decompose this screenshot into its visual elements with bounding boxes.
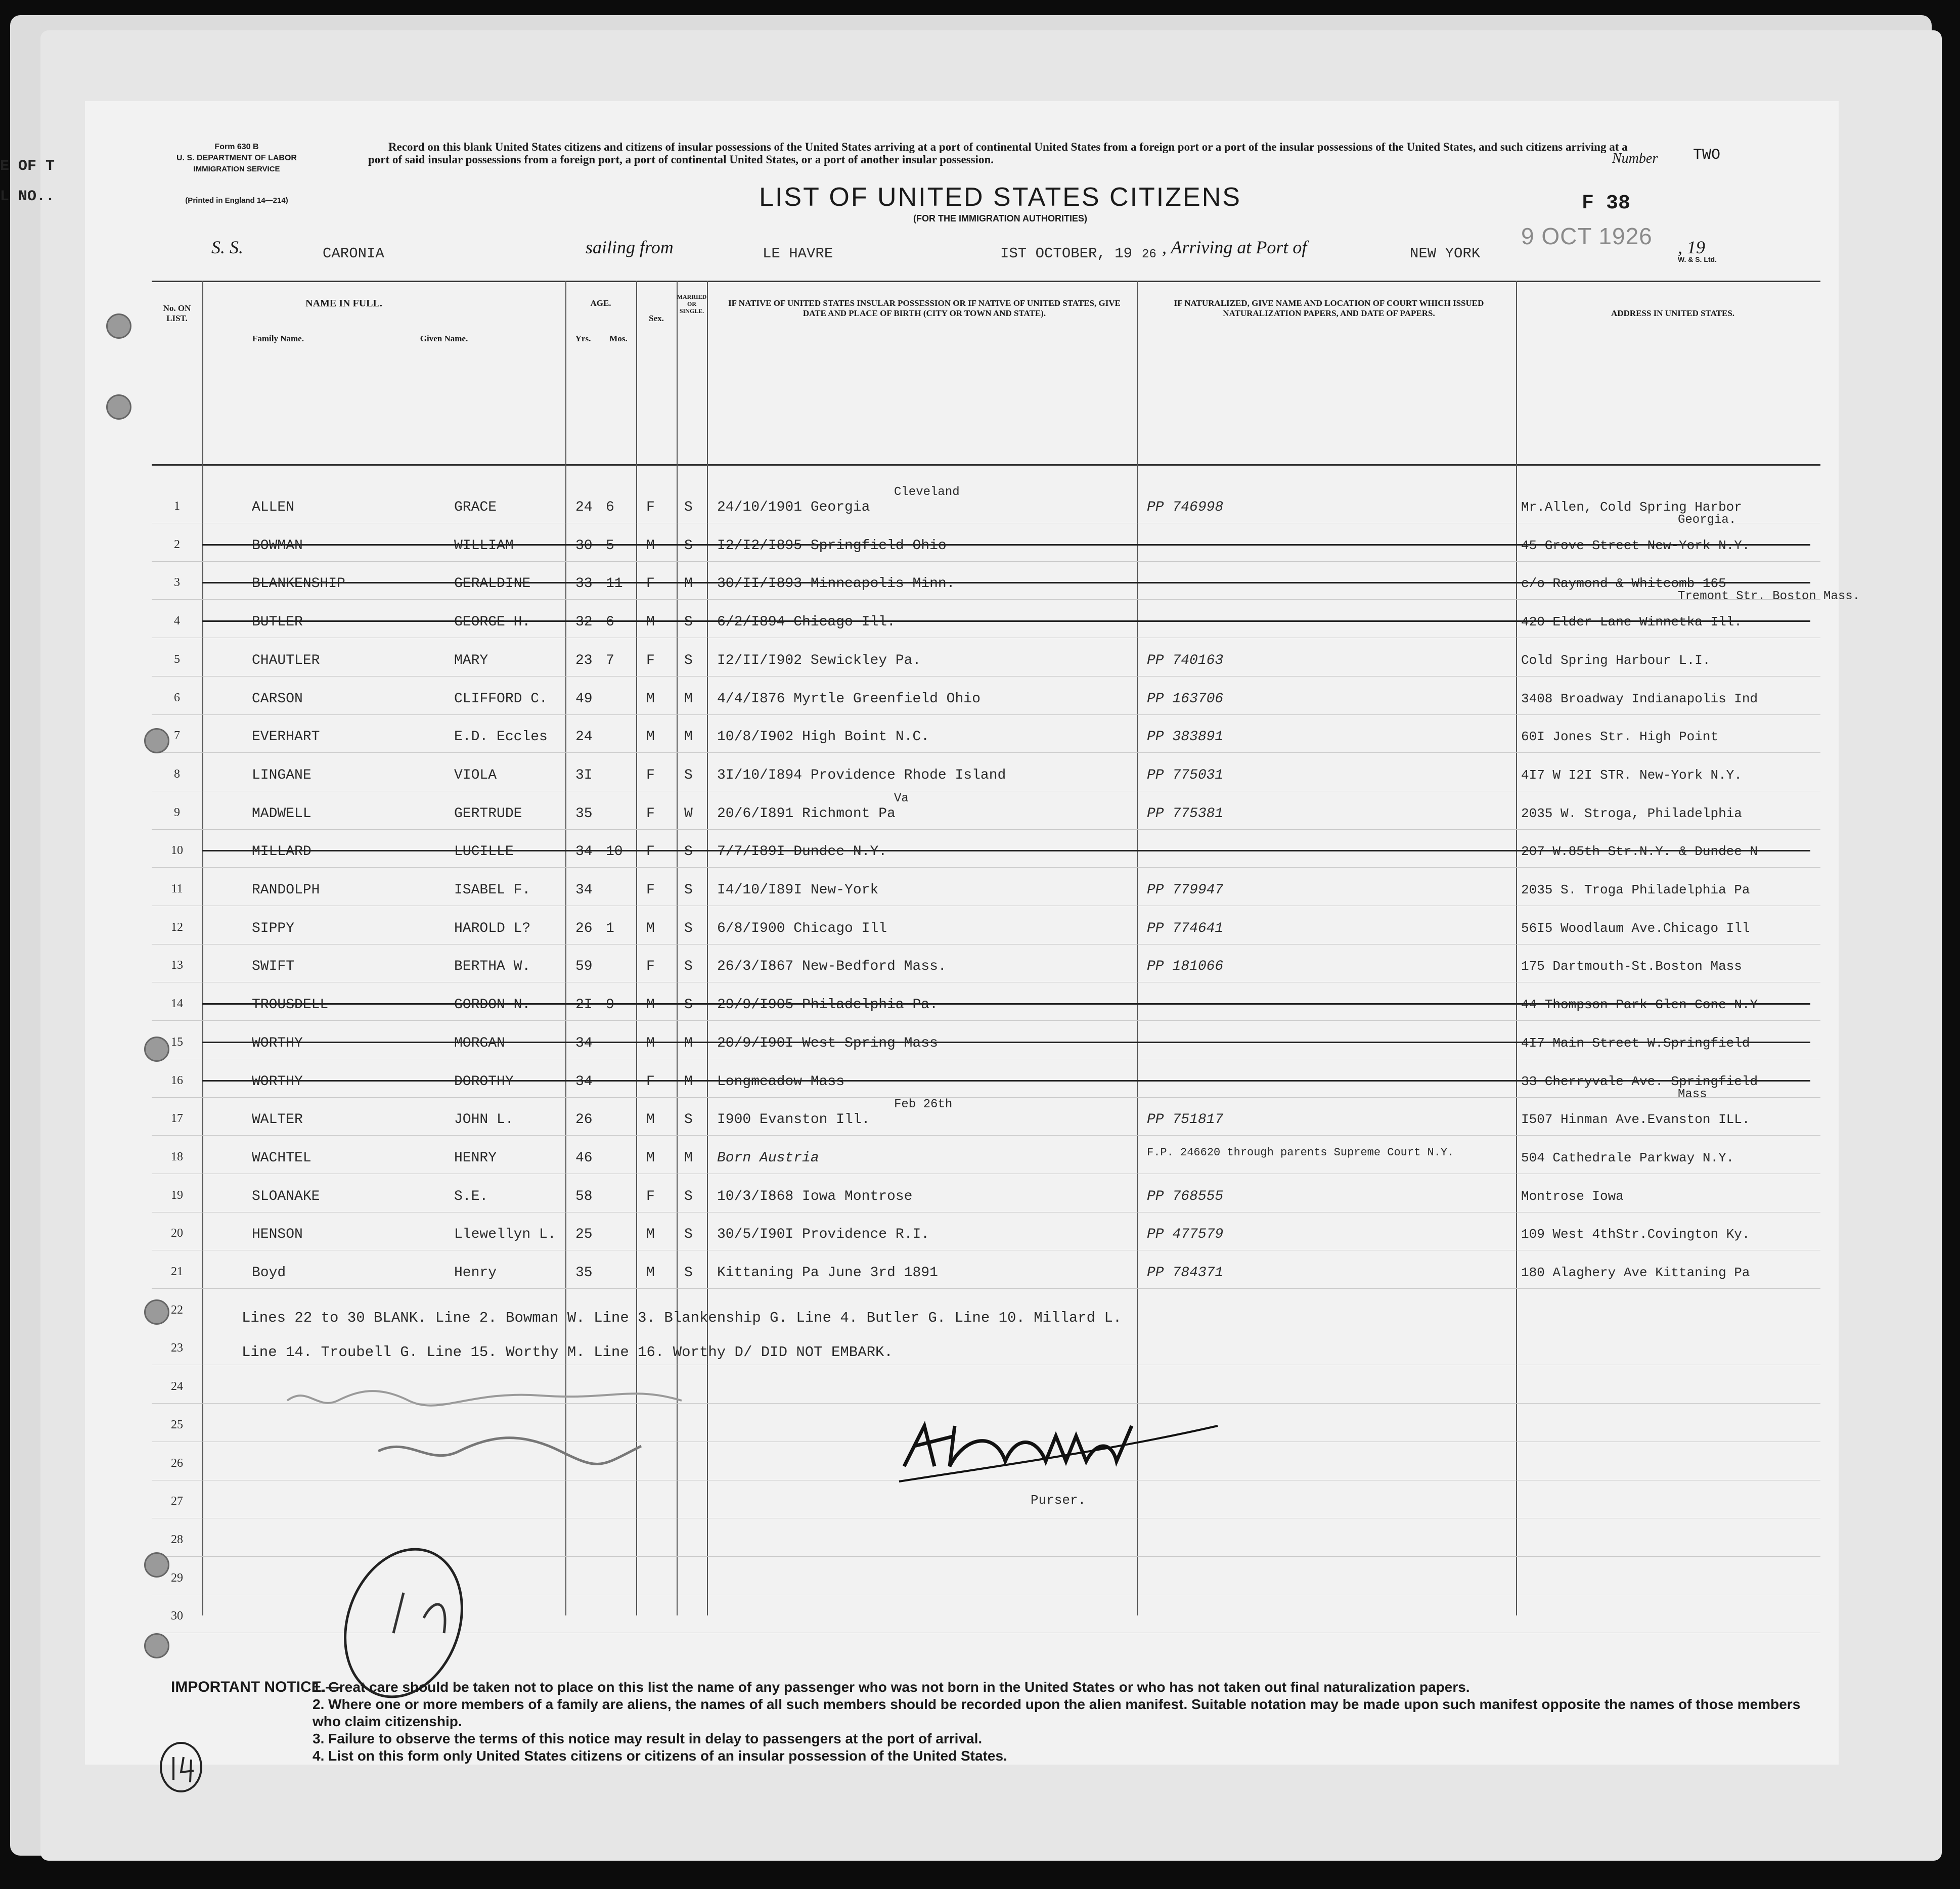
number-value: TWO	[1693, 147, 1721, 164]
cell-family: SLOANAKE	[252, 1188, 320, 1204]
header-age: AGE.	[590, 298, 611, 308]
cell-family: WACHTEL	[252, 1150, 311, 1166]
cell-sex: M	[646, 920, 655, 936]
ss-label: S. S.	[211, 237, 243, 257]
binding-hole	[144, 1299, 169, 1325]
cell-address: 504 Cathedrale Parkway N.Y.	[1521, 1150, 1734, 1165]
binding-hole	[144, 728, 169, 753]
binding-hole	[106, 394, 131, 420]
arrival-year: , 19	[1678, 237, 1705, 257]
row-number: 21	[171, 1265, 183, 1278]
cell-birth: 7/7/I89I Dundee N.Y.	[717, 844, 887, 860]
service: IMMIGRATION SERVICE	[193, 165, 280, 173]
cell-address: 45 Grove Street New-York N.Y.	[1521, 537, 1750, 553]
arrival-port: NEW YORK	[1410, 245, 1481, 262]
binding-hole	[144, 1552, 169, 1578]
row-number: 22	[171, 1303, 183, 1317]
row-number: 26	[171, 1456, 183, 1470]
departure-year: 26	[1142, 248, 1156, 261]
cell-sex: F	[646, 882, 655, 898]
strike-through-line	[202, 582, 1810, 583]
cell-sex: F	[646, 576, 655, 592]
cell-given: BERTHA W.	[454, 959, 531, 975]
cell-yrs: 34	[575, 882, 593, 898]
cell-ms: M	[684, 1035, 693, 1051]
row-number: 25	[171, 1418, 183, 1431]
cell-given: E.D. Eccles	[454, 729, 548, 745]
cell-nat: PP 163706	[1147, 691, 1224, 707]
row-number: 10	[171, 844, 183, 858]
cell-ms: S	[684, 997, 693, 1013]
cell-sex: M	[646, 729, 655, 745]
cell-yrs: 3I	[575, 767, 593, 783]
cell-sex: M	[646, 614, 655, 631]
cell-yrs: 58	[575, 1188, 593, 1204]
cell-nat: PP 181066	[1147, 959, 1224, 975]
cell-ms: S	[684, 1227, 693, 1243]
strike-through-line	[202, 850, 1810, 851]
row-number: 14	[171, 997, 183, 1011]
table-row	[152, 1175, 1820, 1212]
row-number: 24	[171, 1380, 183, 1393]
notice-item: 3. Failure to observe the terms of this notice may result in delay to passengers at the port of arrival.	[313, 1731, 983, 1746]
cell-address: 2035 W. Stroga, Philadelphia	[1521, 805, 1742, 821]
binding-hole	[106, 313, 131, 339]
header-yrs: Yrs.	[575, 334, 591, 343]
cell-birth: 10/3/I868 Iowa Montrose	[717, 1188, 913, 1204]
form-number: Form 630 B	[214, 143, 259, 151]
cell-mos: 11	[606, 576, 623, 592]
cell-birth: I4/10/I89I New-York	[717, 882, 879, 898]
page-title: LIST OF UNITED STATES CITIZENS	[759, 183, 1241, 212]
cell-family: LINGANE	[252, 767, 311, 783]
purser-signature	[894, 1406, 1299, 1507]
cell-ms: S	[684, 652, 693, 668]
manifest-page	[85, 101, 1860, 1765]
cell-yrs: 23	[575, 652, 593, 668]
cell-ms: S	[684, 614, 693, 631]
cell-address: 60I Jones Str. High Point	[1521, 729, 1719, 745]
cell-nat: PP 774641	[1147, 920, 1224, 936]
notice-item: 2. Where one or more members of a family are aliens, the names of all such members should be recorded upon the alien manifest. Suitable notation may be made upon such manifest opposite the names of those members who claim citizenship.	[313, 1696, 1801, 1729]
cell-family: BLANKENSHIP	[252, 576, 345, 592]
cell-yrs: 34	[575, 1073, 593, 1090]
cell-family: WALTER	[252, 1112, 303, 1128]
cell-family: TROUSDELL	[252, 997, 329, 1013]
cell-birth-note: Cleveland	[894, 485, 960, 499]
cell-family: WORTHY	[252, 1035, 303, 1051]
cell-nat: PP 383891	[1147, 729, 1224, 745]
binding-hole	[144, 1037, 169, 1062]
table-row	[152, 1098, 1820, 1136]
cell-given: VIOLA	[454, 767, 497, 783]
table-row	[152, 1251, 1820, 1289]
row-number: 4	[174, 614, 180, 628]
cell-mos: 7	[606, 652, 614, 668]
cell-given: HENRY	[454, 1150, 497, 1166]
strike-through-line	[202, 1080, 1810, 1082]
row-number: 1	[174, 500, 180, 513]
table-row	[152, 944, 1820, 982]
cell-family: CHAUTLER	[252, 652, 320, 668]
table-row	[152, 907, 1820, 944]
cell-sex: M	[646, 691, 655, 707]
header-no: No. ON LIST.	[163, 303, 191, 323]
cell-sex: M	[646, 1150, 655, 1166]
table-row	[152, 562, 1860, 604]
table-row	[152, 983, 1820, 1021]
header-mos: Mos.	[609, 334, 628, 343]
notice-label: IMPORTANT NOTICE.—	[171, 1679, 341, 1695]
cell-address: Mr.Allen, Cold Spring Harbor	[1521, 500, 1742, 515]
cell-address: 44 Thompson Park Glen Cone N.Y	[1521, 997, 1758, 1013]
cell-yrs: 34	[575, 1035, 593, 1051]
cell-given: HAROLD L?	[454, 920, 531, 936]
strike-through-line	[202, 544, 1810, 546]
cell-birth: I2/I2/I895 Springfield Ohio	[717, 537, 947, 554]
cell-sex: M	[646, 537, 655, 554]
header-family-name: Family Name.	[252, 334, 304, 343]
cell-birth: 4/4/I876 Myrtle Greenfield Ohio	[717, 691, 981, 707]
cell-yrs: 26	[575, 1112, 593, 1128]
table-row	[152, 830, 1820, 868]
cell-birth-note: Va	[894, 791, 909, 805]
cell-mos: 6	[606, 614, 614, 631]
cell-given: MORGAN	[454, 1035, 505, 1051]
table-row	[152, 753, 1820, 791]
header-sex: Sex.	[649, 313, 664, 323]
departure-port: LE HAVRE	[763, 245, 833, 262]
cell-yrs: 2I	[575, 997, 593, 1013]
cell-given: MARY	[454, 652, 488, 668]
row-number: 7	[174, 729, 180, 743]
header-marital: MARRIED OR SINGLE.	[677, 293, 707, 314]
row-number: 8	[174, 767, 180, 781]
adjacent-page-stub-mid: L NO..	[0, 188, 55, 205]
cell-family: HENSON	[252, 1227, 303, 1243]
row-number: 6	[174, 691, 180, 704]
cell-sex: F	[646, 652, 655, 668]
printer-mark: W. & S. Ltd.	[1678, 255, 1717, 263]
table-row	[152, 485, 1820, 527]
cell-birth: 6/8/I900 Chicago Ill	[717, 920, 887, 936]
cell-birth: 6/2/I894 Chicago Ill.	[717, 614, 896, 631]
cell-address: 4I7 W I2I STR. New-York N.Y.	[1521, 767, 1742, 783]
table-row	[152, 1212, 1820, 1250]
cell-birth: 29/9/I905 Philadelphia Pa.	[717, 997, 938, 1013]
cell-yrs: 49	[575, 691, 593, 707]
table-row	[152, 524, 1820, 562]
cell-ms: S	[684, 1188, 693, 1204]
cell-birth: 26/3/I867 New-Bedford Mass.	[717, 959, 947, 975]
record-instructions: Record on this blank United States citizens and citizens of insular possessions of the United States arriving at a port of continental United States from a foreign port or a port of the insular possessions of the United States, and such citizens arriving at a port of said insular possessions from a foreign port, a port of continental United States, or a port of another insular possession.	[368, 141, 1628, 166]
cell-birth: 10/8/I902 High Boint N.C.	[717, 729, 930, 745]
cell-ms: S	[684, 500, 693, 515]
notice-item: 1. Great care should be taken not to place on this list the name of any passenger who was not born in the United States or who has not taken out final naturalization papers.	[313, 1679, 1470, 1695]
cell-yrs: 30	[575, 537, 593, 554]
row-number: 11	[171, 882, 183, 895]
adjacent-page-stub-top: E OF T	[0, 158, 55, 175]
cell-address: c/o Raymond & Whitcomb 165	[1521, 576, 1726, 592]
header-name-in-full: NAME IN FULL.	[305, 298, 382, 309]
cell-family: BUTLER	[252, 614, 303, 631]
page-number-circle-icon	[156, 1739, 206, 1795]
cell-family: BOWMAN	[252, 537, 303, 554]
row-number: 28	[171, 1533, 183, 1546]
cell-mos: 6	[606, 500, 614, 515]
cell-nat: PP 784371	[1147, 1265, 1224, 1281]
cell-sex: M	[646, 1265, 655, 1281]
cell-sex: F	[646, 1073, 655, 1090]
row-number: 5	[174, 652, 180, 666]
cell-address: I507 Hinman Ave.Evanston ILL.	[1521, 1112, 1750, 1128]
cell-ms: W	[684, 805, 693, 822]
cell-ms: S	[684, 767, 693, 783]
sailing-from-label: sailing from	[586, 237, 674, 257]
cell-address: Cold Spring Harbour L.I.	[1521, 652, 1711, 668]
cell-yrs: 25	[575, 1227, 593, 1243]
notice-item: 4. List on this form only United States citizens or citizens of an insular possession of the United States.	[313, 1748, 1007, 1764]
cell-given: CLIFFORD C.	[454, 691, 548, 707]
cell-birth: 20/6/I891 Richmont Pa	[717, 805, 896, 822]
row-number: 2	[174, 537, 180, 551]
cell-nat: PP 779947	[1147, 882, 1224, 898]
cell-given: GRACE	[454, 500, 497, 515]
cell-address-line-2: Mass	[1678, 1087, 1707, 1101]
cell-yrs: 35	[575, 1265, 593, 1281]
cell-ms: M	[684, 729, 693, 745]
cell-birth: 3I/10/I894 Providence Rhode Island	[717, 767, 1006, 783]
table-row	[152, 715, 1820, 753]
cell-yrs: 34	[575, 844, 593, 860]
cell-family: MILLARD	[252, 844, 311, 860]
remark-line-1: Lines 22 to 30 BLANK. Line 2. Bowman W. Line 3. Blankenship G. Line 4. Butler G. Line 10. Millard L.	[242, 1310, 1122, 1326]
header-birth: IF NATIVE OF UNITED STATES INSULAR POSSESSION OR IF NATIVE OF UNITED STATES, GIVE DATE AND PLACE OF BIRTH (CITY OR TOWN AND STATE).	[728, 298, 1121, 318]
cell-yrs: 24	[575, 500, 593, 515]
table-row	[152, 639, 1820, 677]
cell-sex: F	[646, 959, 655, 975]
cell-family: MADWELL	[252, 805, 311, 822]
cell-birth: Longmeadow Mass	[717, 1073, 845, 1090]
printer-note: (Printed in England 14—214)	[185, 196, 288, 205]
cell-given: GERALDINE	[454, 576, 531, 592]
cell-sex: M	[646, 1227, 655, 1243]
binding-hole	[144, 1633, 169, 1658]
cell-family: RANDOLPH	[252, 882, 320, 898]
cell-address: 207 W.85th Str.N.Y. & Dundee N	[1521, 844, 1758, 860]
cell-given: JOHN L.	[454, 1112, 514, 1128]
cell-ms: S	[684, 844, 693, 860]
cell-sex: F	[646, 1188, 655, 1204]
cell-mos: 5	[606, 537, 614, 554]
cell-given: GERTRUDE	[454, 805, 522, 822]
cell-mos: 10	[606, 844, 623, 860]
cell-birth: I900 Evanston Ill.	[717, 1112, 870, 1128]
cell-address: 2035 S. Troga Philadelphia Pa	[1521, 882, 1750, 897]
cell-yrs: 46	[575, 1150, 593, 1166]
table-row	[152, 600, 1820, 638]
strike-through-line	[202, 1042, 1810, 1043]
cell-address: 4I7 Main Street W.Springfield	[1521, 1035, 1750, 1051]
row-number: 20	[171, 1227, 183, 1240]
form-identifier	[156, 142, 318, 206]
cell-nat: PP 740163	[1147, 652, 1224, 668]
cell-ms: S	[684, 959, 693, 975]
row-number: 18	[171, 1150, 183, 1163]
cell-address: 109 West 4thStr.Covington Ky.	[1521, 1227, 1750, 1242]
cell-ms: M	[684, 691, 693, 707]
table-row	[152, 792, 1820, 830]
cell-address-line-2: Georgia.	[1678, 513, 1736, 527]
arriving-label: , Arriving at Port of	[1162, 237, 1307, 257]
row-number: 23	[171, 1341, 183, 1355]
cell-birth: Kittaning Pa June 3rd 1891	[717, 1265, 938, 1281]
header-given-name: Given Name.	[420, 334, 468, 343]
cell-address: 3408 Broadway Indianapolis Ind	[1521, 691, 1758, 706]
cell-birth: 20/9/I90I West Spring Mass	[717, 1035, 938, 1051]
cell-given: S.E.	[454, 1188, 488, 1204]
cell-family: WORTHY	[252, 1073, 303, 1090]
cell-address: 420 Elder Lane Winnetka Ill.	[1521, 614, 1742, 630]
cell-given: ISABEL F.	[454, 882, 531, 898]
strike-through-line	[202, 1003, 1810, 1005]
row-number: 12	[171, 920, 183, 934]
strike-through-line	[202, 620, 1810, 622]
cell-family: ALLEN	[252, 500, 295, 515]
page-subtitle: (FOR THE IMMIGRATION AUTHORITIES)	[913, 213, 1087, 223]
cell-ms: S	[684, 537, 693, 554]
row-number: 16	[171, 1073, 183, 1087]
row-number: 9	[174, 805, 180, 819]
row-number: 30	[171, 1609, 183, 1623]
purser-label: Purser.	[1031, 1493, 1086, 1508]
cell-ms: S	[684, 920, 693, 936]
row-number: 29	[171, 1571, 183, 1585]
cell-address: 56I5 Woodlaum Ave.Chicago Ill	[1521, 920, 1750, 936]
cell-nat: PP 746998	[1147, 500, 1224, 515]
cell-given: DOROTHY	[454, 1073, 514, 1090]
cell-given: GORDON N.	[454, 997, 531, 1013]
cell-birth: Born Austria	[717, 1150, 819, 1166]
cell-nat: F.P. 246620 through parents Supreme Court N.Y.	[1147, 1146, 1454, 1159]
cell-mos: 1	[606, 920, 614, 936]
cell-birth: I2/II/I902 Sewickley Pa.	[717, 652, 921, 668]
cell-family: CARSON	[252, 691, 303, 707]
table-row	[152, 677, 1820, 715]
cell-birth: 30/5/I90I Providence R.I.	[717, 1227, 930, 1243]
notice-list	[313, 1679, 1830, 1765]
arrival-date-stamp: 9 OCT 1926	[1521, 223, 1653, 249]
cell-yrs: 59	[575, 959, 593, 975]
cell-sex: M	[646, 1112, 655, 1128]
cell-ms: M	[684, 576, 693, 592]
cell-family: SWIFT	[252, 959, 295, 975]
row-number: 3	[174, 576, 180, 590]
departure-date: IST OCTOBER, 19	[1000, 245, 1133, 262]
cell-given: Llewellyn L.	[454, 1227, 556, 1243]
cell-address: 180 Alaghery Ave Kittaning Pa	[1521, 1265, 1750, 1280]
cell-nat: PP 768555	[1147, 1188, 1224, 1204]
cell-ms: M	[684, 1150, 693, 1166]
department: U. S. DEPARTMENT OF LABOR	[176, 154, 297, 162]
cell-sex: M	[646, 1035, 655, 1051]
row-number: 15	[171, 1035, 183, 1049]
cell-nat: PP 477579	[1147, 1227, 1224, 1243]
row-number: 13	[171, 959, 183, 972]
remark-line-2: Line 14. Troubell G. Line 15. Worthy M. Line 16. Worthy D/ DID NOT EMBARK.	[242, 1344, 893, 1361]
cell-birth: 24/10/1901 Georgia	[717, 500, 870, 515]
cell-sex: F	[646, 500, 655, 515]
cell-nat: PP 775031	[1147, 767, 1224, 783]
cell-ms: S	[684, 1265, 693, 1281]
cell-yrs: 26	[575, 920, 593, 936]
cell-birth: 30/II/I893 Minneapolis Minn.	[717, 576, 955, 592]
cell-yrs: 32	[575, 614, 593, 631]
cell-nat: PP 775381	[1147, 805, 1224, 822]
row-number: 27	[171, 1495, 183, 1508]
table-row	[152, 1060, 1820, 1101]
table-row	[152, 868, 1820, 906]
cell-address: 175 Dartmouth-St.Boston Mass	[1521, 959, 1742, 974]
header-naturalized: IF NATURALIZED, GIVE NAME AND LOCATION OF COURT WHICH ISSUED NATURALIZATION PAPERS, AND DATE OF PAPERS.	[1174, 298, 1484, 318]
cell-family: EVERHART	[252, 729, 320, 745]
cell-nat: PP 751817	[1147, 1112, 1224, 1128]
cell-yrs: 33	[575, 576, 593, 592]
table-row	[152, 1021, 1820, 1059]
header-address: ADDRESS IN UNITED STATES.	[1611, 308, 1735, 318]
cell-sex: F	[646, 844, 655, 860]
cell-sex: F	[646, 767, 655, 783]
cell-address: Montrose Iowa	[1521, 1188, 1624, 1204]
table-row	[152, 1136, 1820, 1174]
cell-birth-note: Feb 26th	[894, 1098, 953, 1112]
cell-sex: M	[646, 997, 655, 1013]
handwritten-annotations	[277, 1380, 934, 1704]
cell-family: Boyd	[252, 1265, 286, 1281]
cell-given: WILLIAM	[454, 537, 514, 554]
cell-mos: 9	[606, 997, 614, 1013]
cell-family: SIPPY	[252, 920, 295, 936]
cell-yrs: 35	[575, 805, 593, 822]
ship-name: CARONIA	[323, 245, 384, 262]
row-number: 19	[171, 1188, 183, 1202]
cell-ms: S	[684, 882, 693, 898]
cell-given: GEORGE H.	[454, 614, 531, 631]
row-number: 17	[171, 1112, 183, 1126]
cell-sex: F	[646, 805, 655, 822]
cell-yrs: 24	[575, 729, 593, 745]
cell-address-line-2: Tremont Str. Boston Mass.	[1678, 590, 1860, 604]
cell-given: Henry	[454, 1265, 497, 1281]
number-label: Number	[1612, 151, 1658, 166]
cell-given: LUCILLE	[454, 844, 514, 860]
cell-address: 33 Cherryvale Ave. Springfield	[1521, 1073, 1758, 1089]
cell-ms: S	[684, 1112, 693, 1128]
document-number: F 38	[1582, 192, 1631, 215]
cell-ms: M	[684, 1073, 693, 1090]
